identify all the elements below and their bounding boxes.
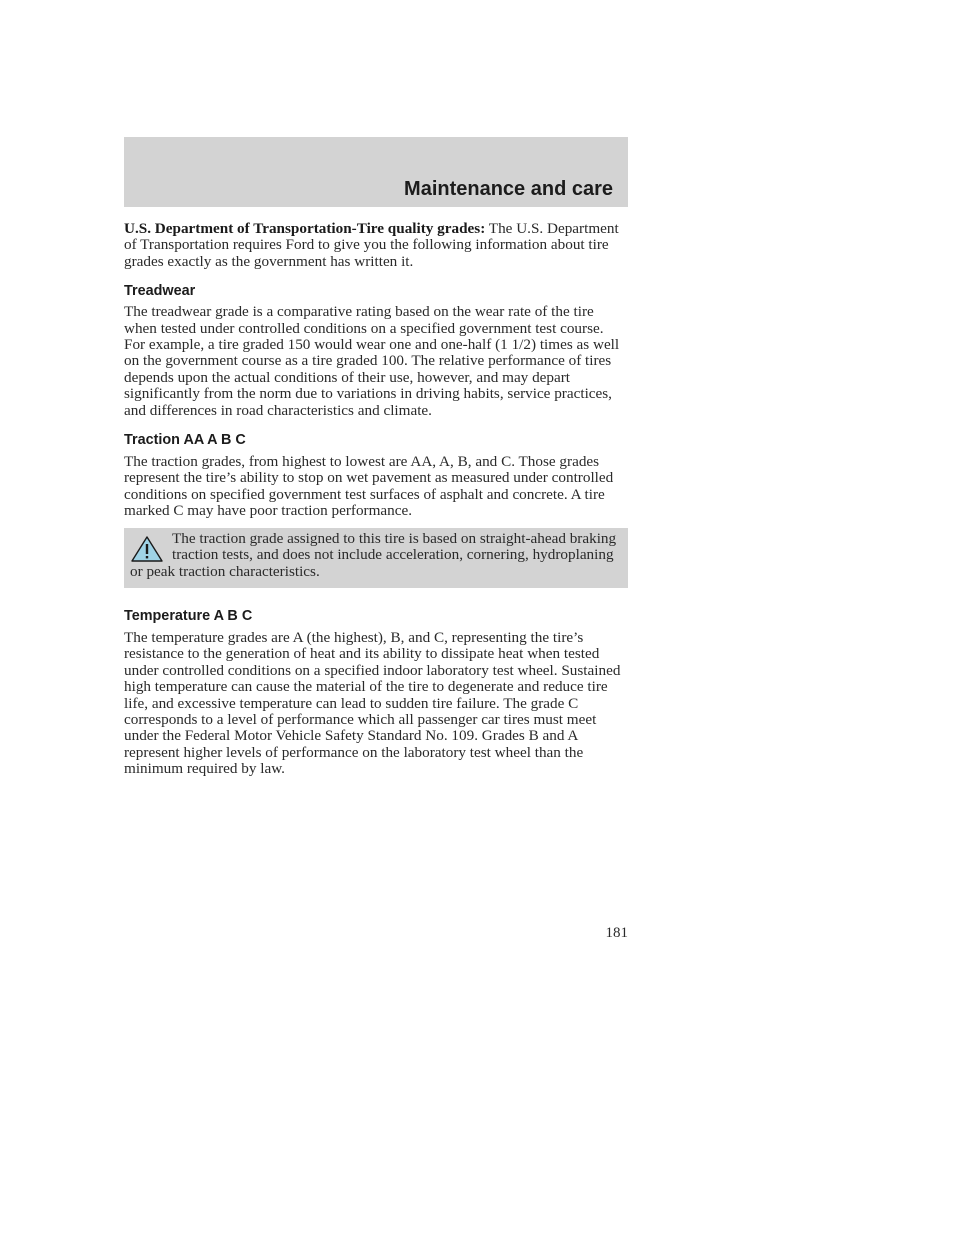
intro-text: The U.S. Department of Transportation requires Ford to give you the following information about tire grades exactly as the government has written it. (124, 220, 619, 270)
section-title: Maintenance and care (404, 178, 613, 200)
traction-paragraph: The traction grades, from highest to lowest are AA, A, B, and C. Those grades represent the tire’s ability to stop on wet pavement as measured under controlled conditions on specified government test surfaces of asphalt and concrete. A tire marked C may have poor traction performance. (124, 453, 614, 520)
page-number: 181 (605, 925, 628, 941)
warning-text: The traction grade assigned to this tire is based on straight-ahead braking traction tests, and does not include acceleration, cornering, hydroplaning or peak traction characteristics. (130, 529, 617, 580)
intro-paragraph (124, 221, 628, 270)
treadwear-heading: Treadwear (124, 283, 196, 300)
warning-box (124, 528, 628, 588)
warning-triangle-icon (130, 535, 164, 563)
treadwear-paragraph: The treadwear grade is a comparative rating based on the wear rate of the tire when tested under controlled conditions on a specified government test course. For example, a tire graded 150 would wear one and one-half (1 1/2) times as well on the government course as a tire graded 100. The relative performance of tires depends upon the actual conditions of their use, however, and may depart significantly from the norm due to variations in driving habits, service practices, and differences in road characteristics and climate. (124, 303, 620, 419)
section-header-band (124, 137, 628, 207)
temperature-heading: Temperature A B C (124, 607, 253, 624)
page-content (124, 221, 628, 778)
traction-heading: Traction AA A B C (124, 432, 246, 449)
temperature-paragraph: The temperature grades are A (the highest), B, and C, representing the tire’s resistance to the generation of heat and its ability to dissipate heat when tested under controlled conditions on a specified indoor laboratory test wheel. Sustained high temperature can cause the material of the tire to degenerate and reduce tire life, and excessive temperature can lead to sudden tire failure. The grade C corresponds to a level of performance which all passenger car tires must meet under the Federal Motor Vehicle Safety Standard No. 109. Grades B and A represent higher levels of performance on the laboratory test wheel than the minimum required by law. (124, 628, 621, 778)
intro-lead: U.S. Department of Transportation-Tire quality grades: (124, 220, 486, 237)
